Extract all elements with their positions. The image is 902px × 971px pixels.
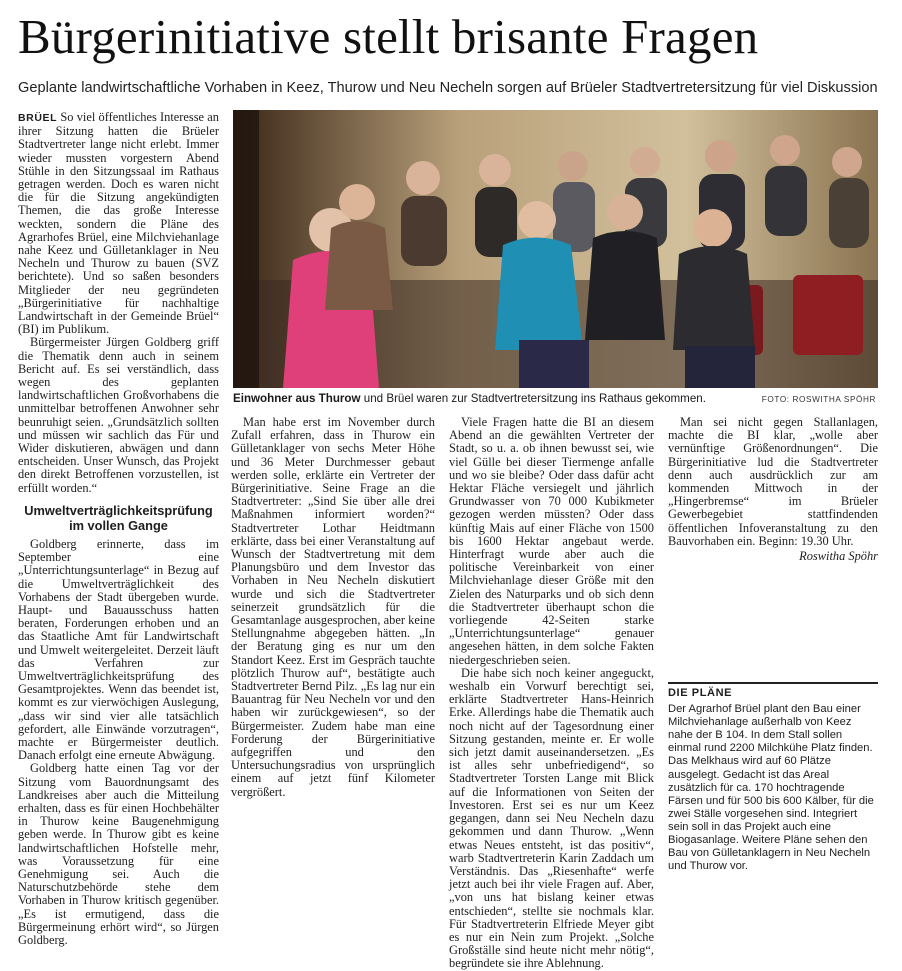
article-paragraph: Goldberg hatte einen Tag vor der Sitzung vom Bauordnungsamt des Landkreises aber auch die Mitteilung erhalten, dass es für einen Hochbehälter in Thurow keine Baugenehmigung geben werde. In Thurow gibt es keine landwirtschaftlichen Hofstelle mehr, was Voraussetzung für eine Genehmigung sei. Auch die Naturschutzbehörde stehe dem Vorhaben in Thurow kritisch gegenüber. „Es ist ermutigend, dass die Bürgermeinung erhört wird“, so Jürgen Goldberg. [18,761,219,947]
headline: Bürgerinitiative stellt brisante Fragen [18,9,759,64]
photo-caption [233,391,878,407]
article-paragraph: Bürgermeister Jürgen Goldberg griff die Thematik denn auch in seinem Bericht auf. Es sei verständlich, dass wegen des geplanten landwirtschaftlichen Großvorhabens die unmittelbar betroffenen Anwohner sehr beunruhigt seien. „Grundsätzlich sollten und müssen wir sachlich das Für und Wider diskutieren, abwägen und dann entscheiden. Unser Wunsch, das Projekt den direkt Betroffenen vorzustellen, ist erfüllt worden.“ [18,335,219,495]
caption-text: und Brüel waren zur Stadtvertretersitzung ins Rathaus gekommen. [360,392,706,405]
article-column-4 [668,416,878,563]
audience-photo-illustration [233,110,878,388]
article-subhead: Umweltverträglichkeitsprüfung im vollen Gange [24,502,213,533]
dateline: BRÜEL [18,112,58,124]
article-column-1 [18,111,219,947]
article-paragraph: Goldberg erinnerte, dass im September eine „Unterrichtungsunterlage“ in Bezug auf die Umweltverträglichkeit des Vorhabens der Stadt übergeben wurde. Haupt- und Bauausschuss hatten beraten, Forderungen erhoben und an das Staatliche Amt für Landwirtschaft und Umwelt weitergeleitet. Derzeit läuft das Verfahren zur Umweltverträglichkeitsprüfung des Gesamtprojektes. Wenn das beendet ist, kommt es zur vierwöchigen Auslegung, „dass wir sind vier alle tatsächlich gefordert, alle Einwände vorzutragen“, machte er Bürgermeister deutlich. Danach erfolgt eine erneute Abwägung. [18,536,219,763]
article-column-3 [449,416,654,971]
article-paragraph: Man sei nicht gegen Stallanlagen, machte die BI klar, „wolle aber vernünftige Größenordnungen“. Die Bürgerinitiative lud die Stadtvertreter denn auch ausdrücklich zur am kommenden Mittwoch in der „Hingerbremse“ im Brüeler Gewerbegebiet stattfindenden öffentlichen Infoveranstaltung zu den Bauvorhaben ein. Beginn: 19.30 Uhr. [668,415,878,548]
info-box [668,682,878,873]
article-paragraph: Viele Fragen hatte die BI an diesem Abend an die gewählten Vertreter der Stadt, so u. a. ob ihnen bewusst sei, wie viel Gülle bei dieser Tiermenge anfalle und wo sie bleibe? Oder dass dafür acht Hektar Fläche versiegelt und jährlich Grundwasser von 70 000 Kubikmeter gezogen werden müssten? Oder dass künftig Mais auf einer Fläche von 1500 bis 1600 Hektar angebaut werde. Hinterfragt wurde aber auch die politische Vereinbarkeit von einer Milchviehanlage dieser Größe mit den Zielen des Naturparks und ob sich denn die Stadtvertreter überhaupt schon die vorliegende 42-Seiten starke „Unterrichtungsunterlage“ genauer angesehen hätten, in dem solche Fakten niedergeschrieben seien. [449,415,654,667]
article-photo [233,110,878,388]
info-box-title: DIE PLÄNE [668,687,733,699]
lead-text: So viel öffentliches Interesse an ihrer Sitzung hatten die Brüeler Stadtvertreter lange nicht erlebt. Immer wieder mussten vorgestern Abend Stühle in den Sitzungssaal im Rathaus getragen werden. Doch es waren nicht die für die Sitzung angekündigten Themen, die das große Interesse weckten, sondern die Pläne des Agrarhofes Brüel, eine Milchviehanlage nahe Keez und Gülletanklager in Neu Necheln und Thurow zu bauen (SVZ berichtete). Und so saßen besonders Mitglieder der neu gegründeten „Bürgerinitiative für nachhaltige Landwirtschaft in der Gemeinde Brüel“ (BI) im Publikum. [18,110,219,337]
article-column-2 [231,416,435,799]
subheadline: Geplante landwirtschaftliche Vorhaben in Keez, Thurow und Neu Necheln sorgen auf Brüeler Stadtvertretersitzung für viel Diskussion [18,80,878,96]
article-paragraph: Die habe sich noch keiner angeguckt, weshalb ein Vorwurf berechtigt sei, erklärte Stadtvertreter Hans-Heinrich Erke. Allerdings habe die Thematik auch noch nicht auf der Tagesordnung einer Sitzung gestanden, meinte er. Er wolle sich jetzt damit auseinandersetzen. „Es ist alles sehr unbefriedigend“, so Stadtvertreter Torsten Lange mit Blick auf die Informationen von Seiten der Investoren. Erst sei es nur um Keez gegangen, dann sei Neu Necheln dazu gekommen und dann Thurow. „Wenn etwas Neues entsteht, ist das positiv“, warb Stadtvertreterin Karin Zaddach um Verständnis. Das „Riesenhafte“ werfe jetzt auch bei ihr viele Fragen auf. Aber, „von uns hat bislang keiner etwas entschieden“, stellte sie nochmals klar. Für Stadtvertreterin Elfriede Meyer gibt es nur ein Nein zum Projekt. „Solche Großställe sind heute nicht mehr nötig“, begründete sie ihre Ablehnung. [449,665,654,971]
author-byline: Roswitha Spöhr [799,549,878,564]
article-paragraph: Man habe erst im November durch Zufall erfahren, dass in Thurow ein Gülletanklager von sechs Meter Höhe und 36 Meter Durchmesser gebaut werden solle, erklärte ein Vertreter der Bürgerinitiative. Seine Frage an die Stadtvertreter: „Sind Sie über alle drei Maßnahmen informiert worden?“ Stadtvertreter Lothar Heidtmann erklärte, dass bei einer Veranstaltung auf Wunsch der Stadtvertretung mit dem Planungsbüro und dem Investor das Vorhaben in Neu Necheln diskutiert wurde und sich die Stadtvertreter seinerzeit grundsätzlich für die Gesamtanlage ausgesprochen, aber keine Stellungnahme abgegeben hätten. „In der Beratung ging es nur um den Standort Keez. Erst im Gespräch tauchte plötzlich Thurow auf“, bestätigte auch Stadtvertreter Bernd Pilz. „Es lag nur ein Bauantrag für Neu Necheln vor und den haben wir zurückgewiesen“, so der Bürgermeister. Zudem habe man eine Forderung der Bürgerinitiative aufgegriffen und den Untersuchungsradius von ursprünglich einem auf jetzt fünf Kilometer vergrößert. [231,415,435,799]
caption-lead: Einwohner aus Thurow [233,392,361,405]
info-box-text: Der Agrarhof Brüel plant den Bau einer Milchviehanlage außerhalb von Keez nahe der B 104. In dem Stall sollen einmal rund 2200 Milchkühe Platz finden. Das Melkhaus wird auf 60 Plätze ausgelegt. Gedacht ist das Areal zusätzlich für ca. 170 hochtragende Färsen und für 500 bis 600 Kälber, für die zwei Ställe vorgesehen sind. Integriert sein soll in das Projekt auch eine Biogasanlage. Weitere Pläne sehen den Bau von Gülletanklagern in Neu Necheln und Thurow vor. [668,703,874,873]
article-paragraph [18,111,219,336]
photo-credit: FOTO: ROSWITHA SPÖHR [761,395,876,404]
